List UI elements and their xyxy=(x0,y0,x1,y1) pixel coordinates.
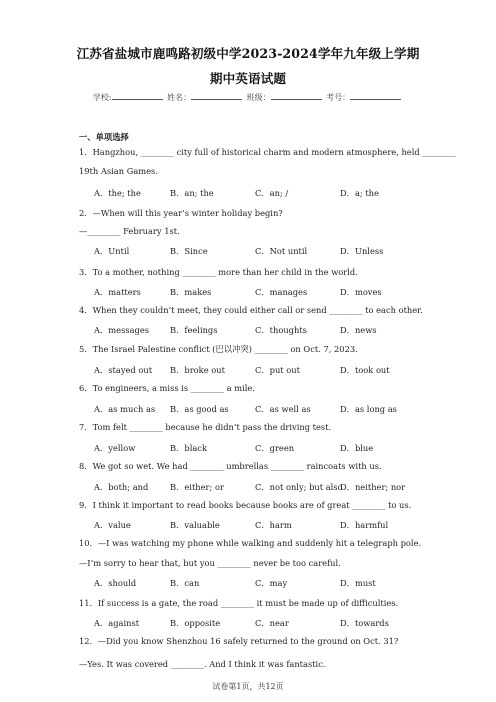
question-11-options xyxy=(0,617,496,627)
option-c[interactable]: C．harm xyxy=(255,520,292,530)
question-10-text-line: 10．—I was watching my phone while walking and suddenly hit a telegraph pole. xyxy=(79,538,422,548)
question-8-options xyxy=(0,481,496,491)
student-info-row xyxy=(0,91,496,103)
number-label: 考号： xyxy=(326,93,351,102)
option-d[interactable]: D．neither; nor xyxy=(340,482,406,492)
question-9-options xyxy=(0,519,496,529)
question-1-options xyxy=(0,187,496,197)
question-12-text-line: —Yes. It was covered ________. And I think it was fantastic. xyxy=(79,659,326,669)
question-5-text-line: 5．The Israel Palestine conflict (巴以冲突) ________ on Oct. 7, 2023. xyxy=(79,344,358,354)
question-1-text-line: 19th Asian Games. xyxy=(79,166,158,176)
page-footer: 试卷第1页，共12页 xyxy=(212,682,284,691)
option-d[interactable]: D．harmful xyxy=(340,520,389,530)
question-6-options xyxy=(0,403,496,413)
option-b[interactable]: B．either; or xyxy=(170,482,224,492)
question-4-options xyxy=(0,324,496,334)
exam-title-line2: 期中英语试题 xyxy=(209,71,287,86)
option-a[interactable]: A．messages xyxy=(94,325,150,335)
option-a[interactable]: A．both; and xyxy=(94,482,149,492)
option-c[interactable]: C．put out xyxy=(255,365,300,375)
option-b[interactable]: B．makes xyxy=(170,287,212,297)
option-c[interactable]: C．Not until xyxy=(255,246,308,256)
exam-title-line1: 江苏省盐城市鹿鸣路初级中学2023-2024学年九年级上学期 xyxy=(76,46,420,61)
question-10-options xyxy=(0,577,496,587)
option-d[interactable]: D．Unless xyxy=(340,246,384,256)
option-d[interactable]: D．must xyxy=(340,578,376,588)
option-b[interactable]: B．valuable xyxy=(170,520,220,530)
option-a[interactable]: A．value xyxy=(94,520,131,530)
question-2-text-line: 2．—When will this year’s winter holiday begin? xyxy=(79,208,283,218)
option-d[interactable]: D．towards xyxy=(340,618,389,628)
number-blank[interactable] xyxy=(350,91,401,100)
option-b[interactable]: B．opposite xyxy=(170,618,221,628)
option-c[interactable]: C．thoughts xyxy=(255,325,307,335)
option-c[interactable]: C．near xyxy=(255,618,289,628)
option-b[interactable]: B．as good as xyxy=(170,404,229,414)
option-c[interactable]: C．manages xyxy=(255,287,308,297)
class-label: 班级： xyxy=(246,93,271,102)
option-a[interactable]: A．Until xyxy=(94,246,130,256)
question-4-text-line: 4．When they couldn’t meet, they could either call or send ________ to each other. xyxy=(79,305,423,315)
option-c[interactable]: C．an; / xyxy=(255,188,289,198)
option-c[interactable]: C．green xyxy=(255,443,295,453)
section-title: 一、单项选择 xyxy=(79,132,129,142)
question-10-text-line: —I’m sorry to hear that, but you ________ never be too careful. xyxy=(79,558,341,568)
option-b[interactable]: B．an; the xyxy=(170,188,214,198)
option-a[interactable]: A．as much as xyxy=(94,404,156,414)
option-b[interactable]: B．Since xyxy=(170,246,208,256)
option-b[interactable]: B．feelings xyxy=(170,325,218,335)
name-label: 姓名： xyxy=(167,93,192,102)
question-11-text-line: 11．If success is a gate, the road ________ it must be made up of difficulties. xyxy=(79,598,399,608)
option-c[interactable]: C．as well as xyxy=(255,404,311,414)
question-2-text-line: —________ February 1st. xyxy=(79,226,180,236)
question-9-text-line: 9．I think it important to read books because books are of great ________ to us. xyxy=(79,500,412,510)
class-blank[interactable] xyxy=(271,91,322,100)
school-blank[interactable] xyxy=(112,91,163,100)
question-7-options xyxy=(0,442,496,452)
option-d[interactable]: D．as long as xyxy=(340,404,397,414)
name-blank[interactable] xyxy=(191,91,242,100)
question-7-text-line: 7．Tom felt ________ because he didn’t pass the driving test. xyxy=(79,422,332,432)
option-d[interactable]: D．a; the xyxy=(340,188,379,198)
option-d[interactable]: D．blue xyxy=(340,443,374,453)
question-12-text-line: 12．—Did you know Shenzhou 16 safely returned to the ground on Oct. 31? xyxy=(79,636,399,646)
option-a[interactable]: A．the; the xyxy=(94,188,141,198)
option-c[interactable]: C．may xyxy=(255,578,288,588)
question-1-text-line: 1．Hangzhou, ________ city full of historical charm and modern atmosphere, held ________ xyxy=(79,147,456,157)
question-3-options xyxy=(0,286,496,296)
option-b[interactable]: B．broke out xyxy=(170,365,225,375)
option-b[interactable]: B．can xyxy=(170,578,200,588)
school-label: 学校: xyxy=(92,93,112,102)
option-d[interactable]: D．news xyxy=(340,325,377,335)
question-5-options xyxy=(0,364,496,374)
option-a[interactable]: A．matters xyxy=(94,287,141,297)
option-a[interactable]: A．yellow xyxy=(94,443,136,453)
option-a[interactable]: A．against xyxy=(94,618,140,628)
option-d[interactable]: D．moves xyxy=(340,287,382,297)
option-a[interactable]: A．should xyxy=(94,578,137,588)
question-6-text-line: 6．To engineers, a miss is ________ a mile. xyxy=(79,383,255,393)
option-c[interactable]: C．not only; but also xyxy=(255,482,343,492)
question-8-text-line: 8．We got so wet. We had ________ umbrellas ________ raincoats with us. xyxy=(79,461,382,471)
question-2-options xyxy=(0,245,496,255)
question-3-text-line: 3．To a mother, nothing ________ more than her child in the world. xyxy=(79,267,358,277)
option-d[interactable]: D．took out xyxy=(340,365,390,375)
option-a[interactable]: A．stayed out xyxy=(94,365,153,375)
option-b[interactable]: B．black xyxy=(170,443,207,453)
